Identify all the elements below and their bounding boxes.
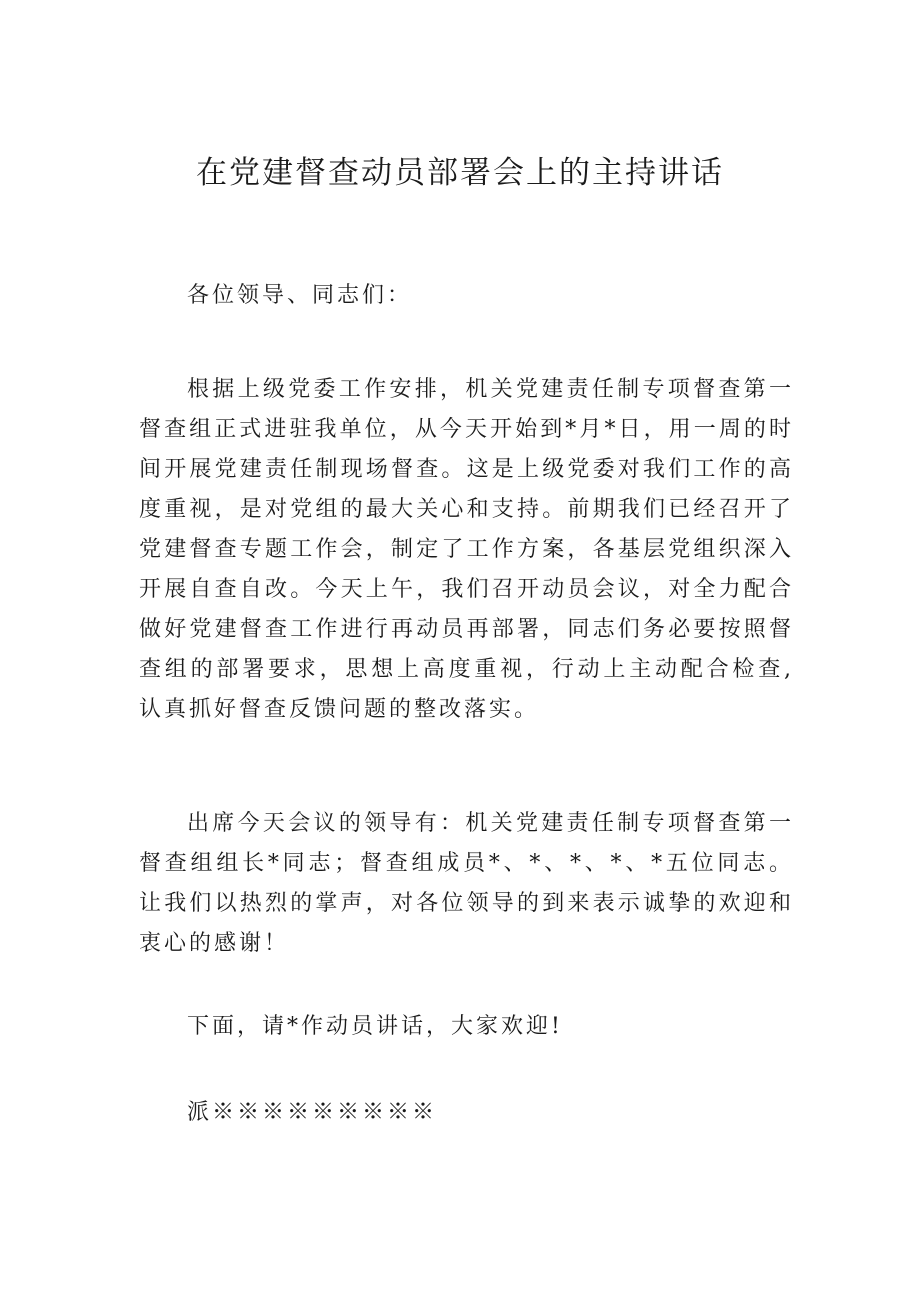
paragraph-arrangement: 根据上级党委工作安排，机关党建责任制专项督查第一督查组正式进驻我单位，从今天开始到*月*日，用一周的时间开展党建责任制现场督查。这是上级党委对我们工作的高度重视，是对党组的最大关心和支持。前期我们已经召开了党建督查专题工作会，制定了工作方案，各基层党组织深入开展自查自改。今天上午，我们召开动员会议，对全力配合做好党建督查工作进行再动员再部署，同志们务必要按照督查组的部署要求，思想上高度重视，行动上主动配合检查,认真抓好督查反馈问题的整改落实。 [139,377,794,722]
paragraph-invitation: 下面，请*作动员讲话，大家欢迎! [187,1014,563,1039]
document-title: 在党建督查动员部署会上的主持讲话 [196,155,724,191]
paragraph-attendees: 出席今天会议的领导有：机关党建责任制专项督查第一督查组组长*同志；督查组成员*、*、*、*、*五位同志。让我们以热烈的掌声，对各位领导的到来表示诚挚的欢迎和衷心的感谢！ [139,811,794,956]
greeting-line: 各位领导、同志们： [187,283,413,308]
signature-line: 派※※※※※※※※※ [187,1100,438,1125]
